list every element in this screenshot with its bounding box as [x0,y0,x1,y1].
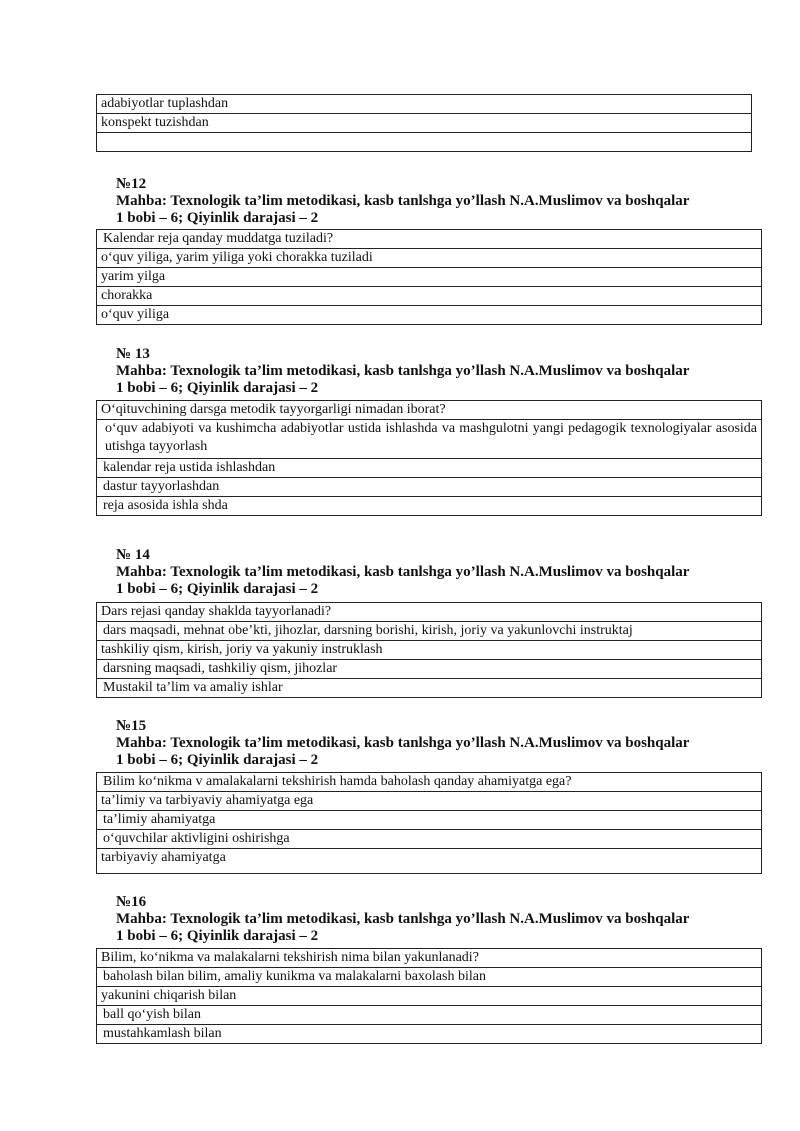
question-source: Mahba: Texnologik ta’lim metodikasi, kasb tanlshga yo’llash N.A.Muslimov va boshqalar [116,911,690,927]
answer-cell: yakunini chiqarish bilan [97,987,762,1006]
question-text: O‘qituvchining darsga metodik tayyorgarligi nimadan iborat? [97,401,762,420]
question-table-16 [96,948,762,1044]
table-row [97,459,762,478]
table-row [97,268,762,287]
question-level: 1 bobi – 6; Qiyinlik darajasi – 2 [116,210,319,226]
answer-cell: ta’limiy va tarbiyaviy ahamiyatga ega [97,792,762,811]
table-row [97,811,762,830]
table-row [97,249,762,268]
question-text: Bilim, ko‘nikma va malakalarni tekshirish nima bilan yakunlanadi? [97,949,762,968]
table-row [97,287,762,306]
answer-cell: konspekt tuzishdan [97,114,752,133]
table-row [97,1025,762,1044]
table-row [97,622,762,641]
question-number: №12 [116,176,147,192]
answer-table-previous [96,94,752,152]
question-header-15 [116,718,689,769]
question-table-15 [96,772,762,874]
question-table-13 [96,400,762,516]
question-level: 1 bobi – 6; Qiyinlik darajasi – 2 [116,380,319,396]
answer-cell: reja asosida ishla shda [97,497,762,516]
answer-cell: kalendar reja ustida ishlashdan [97,459,762,478]
table-row [97,773,762,792]
table-row [97,849,762,874]
answer-cell: o‘quv yiliga [97,306,762,325]
question-number: № 13 [116,346,150,362]
answer-cell: o‘quv yiliga, yarim yiliga yoki chorakka tuziladi [97,249,762,268]
table-row [97,968,762,987]
question-level: 1 bobi – 6; Qiyinlik darajasi – 2 [116,928,319,944]
question-table-14 [96,602,762,698]
table-row [97,679,762,698]
answer-cell: o‘quvchilar aktivligini oshirishga [97,830,762,849]
table-row [97,230,762,249]
table-row [97,497,762,516]
question-header-12 [116,176,689,227]
question-header-16 [116,894,689,945]
answer-cell: mustahkamlash bilan [97,1025,762,1044]
table-row [97,987,762,1006]
answer-cell: ta’limiy ahamiyatga [97,811,762,830]
answer-cell: dars maqsadi, mehnat obe’kti, jihozlar, darsning borishi, kirish, joriy va yakunlovchi instruktaj [97,622,762,641]
question-number: №15 [116,718,147,734]
question-text: Bilim ko‘nikma v amalakalarni tekshirish hamda baholash qanday ahamiyatga ega? [97,773,762,792]
answer-cell: dastur tayyorlashdan [97,478,762,497]
answer-cell [97,133,752,152]
question-header-13 [116,346,689,397]
question-table-12 [96,229,762,325]
question-header-14 [116,547,689,598]
table-row [97,830,762,849]
table-row [97,420,762,459]
table-row [97,949,762,968]
question-level: 1 bobi – 6; Qiyinlik darajasi – 2 [116,752,319,768]
answer-cell: yarim yilga [97,268,762,287]
answer-cell: o‘quv adabiyoti va kushimcha adabiyotlar ustida ishlashda va mashgulotni yangi pedagogik texnologiyalar asosida utishga tayyorlash [97,420,762,459]
question-source: Mahba: Texnologik ta’lim metodikasi, kasb tanlshga yo’llash N.A.Muslimov va boshqalar [116,363,690,379]
table-row [97,792,762,811]
answer-cell: tarbiyaviy ahamiyatga [97,849,762,874]
answer-cell: baholash bilan bilim, amaliy kunikma va malakalarni baxolash bilan [97,968,762,987]
answer-cell: ball qo‘yish bilan [97,1006,762,1025]
answer-cell: darsning maqsadi, tashkiliy qism, jihozlar [97,660,762,679]
table-row [97,95,752,114]
table-row [97,133,752,152]
table-row [97,1006,762,1025]
answer-cell: adabiyotlar tuplashdan [97,95,752,114]
question-source: Mahba: Texnologik ta’lim metodikasi, kasb tanlshga yo’llash N.A.Muslimov va boshqalar [116,193,690,209]
answer-cell: Mustakil ta’lim va amaliy ishlar [97,679,762,698]
question-source: Mahba: Texnologik ta’lim metodikasi, kasb tanlshga yo’llash N.A.Muslimov va boshqalar [116,735,690,751]
table-row [97,660,762,679]
answer-cell: tashkiliy qism, kirish, joriy va yakuniy instruklash [97,641,762,660]
question-text: Dars rejasi qanday shaklda tayyorlanadi? [97,603,762,622]
table-row [97,478,762,497]
table-row [97,603,762,622]
table-row [97,306,762,325]
table-row [97,401,762,420]
answer-cell: chorakka [97,287,762,306]
question-text: Kalendar reja qanday muddatga tuziladi? [97,230,762,249]
question-level: 1 bobi – 6; Qiyinlik darajasi – 2 [116,581,319,597]
question-number: № 14 [116,547,150,563]
table-row [97,641,762,660]
question-source: Mahba: Texnologik ta’lim metodikasi, kasb tanlshga yo’llash N.A.Muslimov va boshqalar [116,564,690,580]
question-number: №16 [116,894,147,910]
table-row [97,114,752,133]
